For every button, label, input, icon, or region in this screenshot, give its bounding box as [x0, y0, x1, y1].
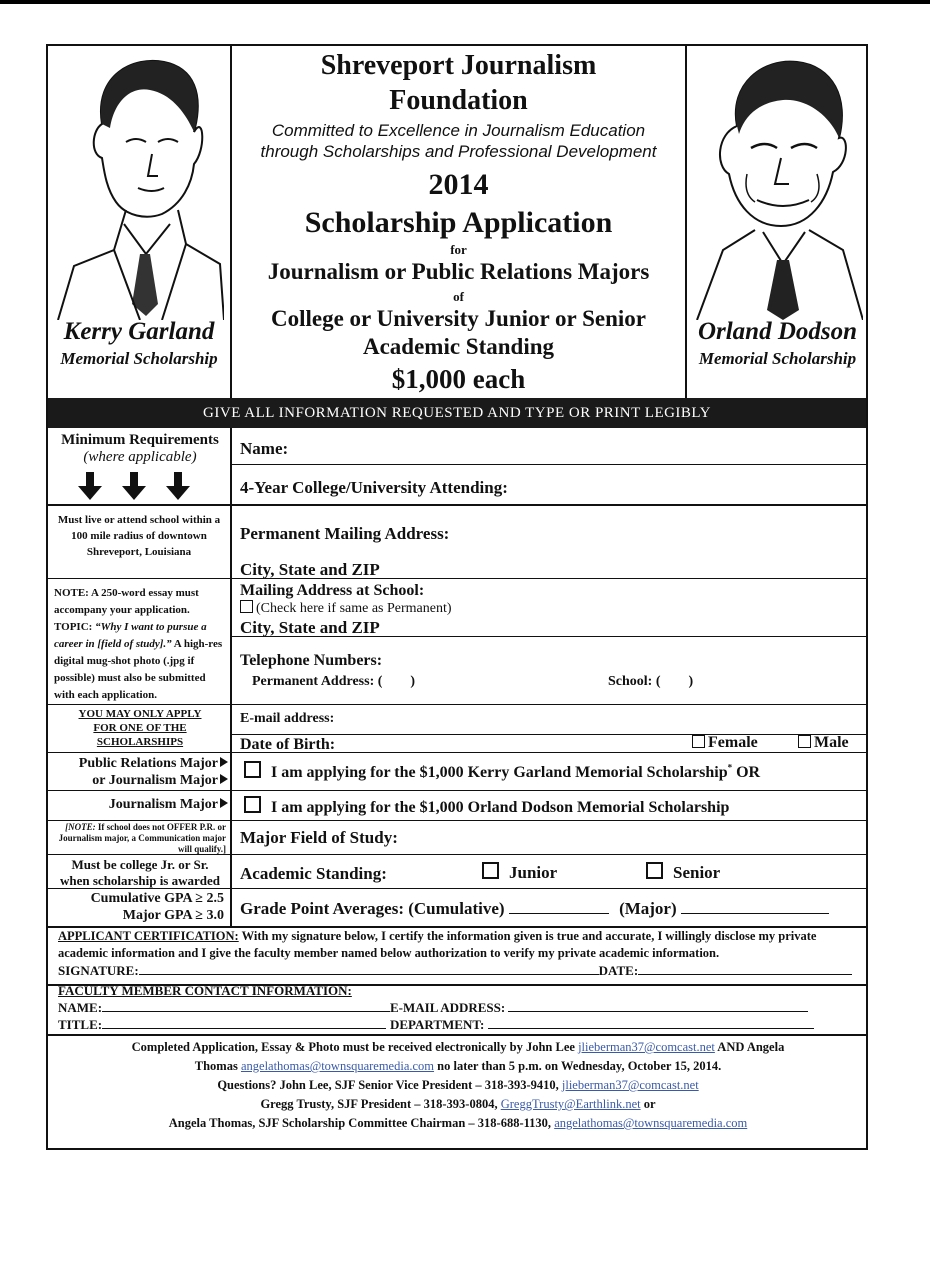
angela-thomas-email-link-2[interactable]: angelathomas@townsquaremedia.com: [554, 1116, 748, 1130]
org-name-line2: Foundation: [389, 85, 528, 116]
rule: [48, 752, 866, 753]
right-portrait-subtitle: Memorial Scholarship: [698, 349, 857, 368]
tagline-line2: through Scholarships and Professional Development: [260, 142, 657, 161]
footer-text: Questions? John Lee, SJF Senior Vice President – 318-393-9410,: [217, 1078, 562, 1092]
requirement-radius: Must live or attend school within a 100 mile radius of downtown Shreveport, Louisiana: [57, 514, 221, 558]
male-checkbox[interactable]: [798, 735, 811, 748]
faculty-department-row: [390, 1017, 814, 1033]
phone-school-open: School: (: [608, 674, 661, 689]
rule: [48, 704, 866, 705]
footer-text: Angela Thomas, SJF Scholarship Committee Chairman – 318-688-1130,: [168, 1116, 555, 1130]
requirements-divider: [230, 428, 232, 928]
permanent-city-label: City, State and ZIP: [240, 560, 380, 579]
faculty-name-label: NAME:: [58, 1000, 103, 1015]
note-rest: If school does not OFFER P.R. or Journalism major, a Communication major will qualify.]: [58, 822, 226, 854]
signature-field[interactable]: [139, 974, 599, 975]
faculty-name-field[interactable]: [102, 1011, 390, 1012]
standing-line1: College or University Junior or Senior: [270, 306, 646, 331]
senior-checkbox[interactable]: [646, 862, 663, 879]
faculty-title-label: TITLE:: [58, 1017, 103, 1032]
requirements-title: Minimum Requirements: [61, 432, 219, 448]
permanent-address-label: Permanent Mailing Address:: [240, 524, 450, 543]
school-city-field[interactable]: [398, 616, 860, 636]
footer-text: or: [640, 1097, 656, 1111]
rule: [48, 820, 866, 821]
footer-line1: [52, 1038, 864, 1057]
pointer-icon: [220, 774, 228, 784]
faculty-email-field[interactable]: [508, 1011, 808, 1012]
gpa-label: Grade Point Averages:: [240, 899, 404, 918]
john-lee-email-link[interactable]: jlieberman37@comcast.net: [578, 1040, 715, 1054]
majors-line: Journalism or Public Relations Majors: [267, 259, 650, 284]
angela-thomas-email-link[interactable]: angelathomas@townsquaremedia.com: [240, 1059, 435, 1073]
junior-label: Junior: [509, 863, 558, 882]
pr-major-line2: [54, 773, 228, 789]
junior-option[interactable]: [482, 862, 557, 883]
faculty-name-row: [58, 1000, 390, 1016]
footer-line3: [52, 1076, 864, 1095]
academic-standing-label: Academic Standing:: [240, 864, 387, 883]
certification-heading: APPLICANT CERTIFICATION:: [58, 929, 239, 943]
application-form: [46, 44, 868, 1150]
down-arrows-icon: [78, 472, 198, 500]
phone-permanent-label: [252, 674, 415, 690]
dob-field[interactable]: [358, 735, 658, 751]
rule: [230, 464, 866, 465]
footer-text: Thomas: [194, 1059, 241, 1073]
major-field-label: Major Field of Study:: [240, 828, 398, 847]
junior-checkbox[interactable]: [482, 862, 499, 879]
footer-text: Gregg Trusty, SJF President – 318-393-0804,: [260, 1097, 501, 1111]
faculty-heading: FACULTY MEMBER CONTACT INFORMATION:: [58, 983, 352, 998]
gpa-cumulative-requirement: Cumulative GPA ≥ 2.5: [90, 891, 224, 906]
gpa-major-label: (Major): [619, 899, 677, 918]
gpa-row: [240, 899, 829, 919]
footer-line5: [52, 1114, 864, 1133]
only-one-line2: FOR ONE OF THE: [93, 722, 187, 734]
date-field[interactable]: [638, 974, 852, 975]
gpa-cumulative-label: (Cumulative): [408, 899, 505, 918]
communication-major-note: [54, 822, 226, 855]
telephone-label: Telephone Numbers:: [240, 652, 383, 669]
phone-school-close: ): [688, 674, 694, 689]
garland-or: OR: [736, 764, 761, 781]
school-city-label: City, State and ZIP: [240, 618, 380, 637]
faculty-department-label: DEPARTMENT:: [390, 1017, 485, 1032]
footer-line4: [52, 1095, 864, 1114]
right-portrait-panel: [687, 46, 868, 398]
left-portrait-subtitle: Memorial Scholarship: [60, 349, 218, 368]
rule: [48, 790, 866, 791]
female-option[interactable]: [692, 734, 758, 752]
male-label: Male: [814, 734, 849, 751]
phone-permanent-open: Permanent Address: (: [252, 674, 383, 689]
footer-text: Completed Application, Essay & Photo must be received electronically by John Lee: [131, 1040, 579, 1054]
note-text: NOTE: A 250-word essay must accompany your application. TOPIC:: [54, 587, 199, 633]
rule: [48, 504, 866, 506]
note-topic: “Why I want to pursue a career in [field of study].”: [54, 621, 207, 650]
standing-requirement-line1: Must be college Jr. or Sr.: [71, 857, 209, 872]
female-checkbox[interactable]: [692, 735, 705, 748]
same-as-permanent-checkbox[interactable]: [240, 600, 253, 613]
phone-school-label: [608, 674, 693, 690]
gpa-major-field[interactable]: [681, 913, 829, 914]
permanent-city-field[interactable]: [398, 558, 860, 578]
only-one-line3: SCHOLARSHIPS: [96, 736, 184, 748]
dob-label: Date of Birth:: [240, 736, 336, 753]
email-label: E-mail address:: [240, 711, 335, 726]
faculty-email-row: [390, 1000, 808, 1016]
note-text-2: A high-res digital mug-shot photo (.jpg if possible) must also be submitted with each application.: [54, 638, 223, 701]
senior-label: Senior: [673, 863, 721, 882]
certification-text: [58, 928, 858, 962]
rule: [48, 1034, 866, 1036]
header-center: [232, 46, 685, 398]
title-for: for: [450, 242, 467, 257]
college-label: 4-Year College/University Attending:: [240, 478, 508, 497]
faculty-email-label: E-MAIL ADDRESS:: [390, 1000, 506, 1015]
footer-text: AND Angela: [714, 1040, 785, 1054]
garland-option[interactable]: I am applying for the $1,000 Kerry Garland Memorial Scholarship* OR: [244, 761, 760, 782]
garland-checkbox[interactable]: [244, 761, 261, 778]
dodson-checkbox[interactable]: [244, 796, 261, 813]
left-portrait-panel: [48, 46, 230, 398]
journalism-major-text: or Journalism Major: [92, 773, 218, 788]
signature-label: SIGNATURE:: [58, 963, 139, 978]
male-option[interactable]: [798, 734, 849, 752]
gpa-major-requirement: Major GPA ≥ 3.0: [122, 908, 224, 923]
tagline-line1: Committed to Excellence in Journalism Education: [271, 121, 646, 140]
female-label: Female: [708, 734, 758, 751]
signature-row: [58, 963, 852, 979]
pointer-icon: [220, 757, 228, 767]
rule: [48, 578, 866, 579]
footer-text: no later than 5 p.m. on Wednesday, October 15, 2014.: [434, 1059, 722, 1073]
name-field[interactable]: [310, 438, 860, 460]
standing-requirement-line2: when scholarship is awarded: [60, 873, 220, 888]
pr-major-text: Public Relations Major: [78, 756, 218, 771]
org-name-line1: Shreveport Journalism: [320, 50, 597, 81]
journalism-major-line: [54, 797, 228, 813]
same-as-permanent-label: (Check here if same as Permanent): [256, 601, 452, 616]
award-amount: $1,000 each: [391, 364, 526, 394]
right-portrait-name: Orland Dodson: [697, 318, 858, 345]
kerry-garland-portrait-image: [54, 54, 224, 320]
gregg-trusty-email-link[interactable]: GreggTrusty@Earthlink.net: [500, 1097, 641, 1111]
submission-instructions: [52, 1038, 864, 1133]
school-address-label: Mailing Address at School:: [240, 582, 425, 599]
faculty-department-field[interactable]: [488, 1028, 814, 1029]
pr-major-line1: [54, 756, 228, 772]
garland-option-label: I am applying for the $1,000 Kerry Garland Memorial Scholarship: [271, 764, 728, 781]
title-of: of: [453, 289, 464, 304]
footer-line2: [52, 1057, 864, 1076]
faculty-title-row: [58, 1017, 386, 1033]
faculty-title-field[interactable]: [102, 1028, 386, 1029]
note-lead: [NOTE:: [65, 822, 96, 832]
scan-top-edge: [0, 0, 930, 4]
application-title: Scholarship Application: [304, 206, 613, 239]
requirements-subtitle: (where applicable): [83, 449, 197, 465]
same-as-permanent-row[interactable]: [240, 600, 452, 617]
name-label: Name:: [240, 439, 289, 458]
standing-line2: Academic Standing: [362, 334, 555, 359]
requirement-essay-note: [54, 585, 224, 704]
instructions-banner: GIVE ALL INFORMATION REQUESTED AND TYPE OR PRINT LEGIBLY: [48, 398, 866, 428]
dodson-option[interactable]: [244, 796, 729, 817]
only-one-line1: YOU MAY ONLY APPLY: [78, 708, 202, 720]
john-lee-email-link-2[interactable]: jlieberman37@comcast.net: [561, 1078, 699, 1092]
college-field[interactable]: [530, 476, 860, 498]
gpa-cumulative-field[interactable]: [509, 913, 609, 914]
pointer-icon: [220, 798, 228, 808]
phone-permanent-close: ): [410, 674, 416, 689]
certification-body: With my signature below, I certify the information given is true and accurate, I willingly disclose my private academic information and I give the faculty member named below authorization to verify my private academic information.: [58, 929, 817, 960]
dodson-option-label: I am applying for the $1,000 Orland Dodson Memorial Scholarship: [271, 799, 730, 816]
orland-dodson-portrait-image: [693, 54, 863, 320]
senior-option[interactable]: [646, 862, 720, 883]
date-label: DATE:: [598, 963, 639, 978]
permanent-address-field[interactable]: [468, 522, 860, 544]
email-field[interactable]: [348, 708, 860, 730]
major-field-input[interactable]: [418, 826, 860, 848]
journalism-major-text-2: Journalism Major: [108, 797, 218, 812]
application-year: 2014: [428, 168, 489, 201]
left-portrait-name: Kerry Garland: [63, 318, 215, 345]
